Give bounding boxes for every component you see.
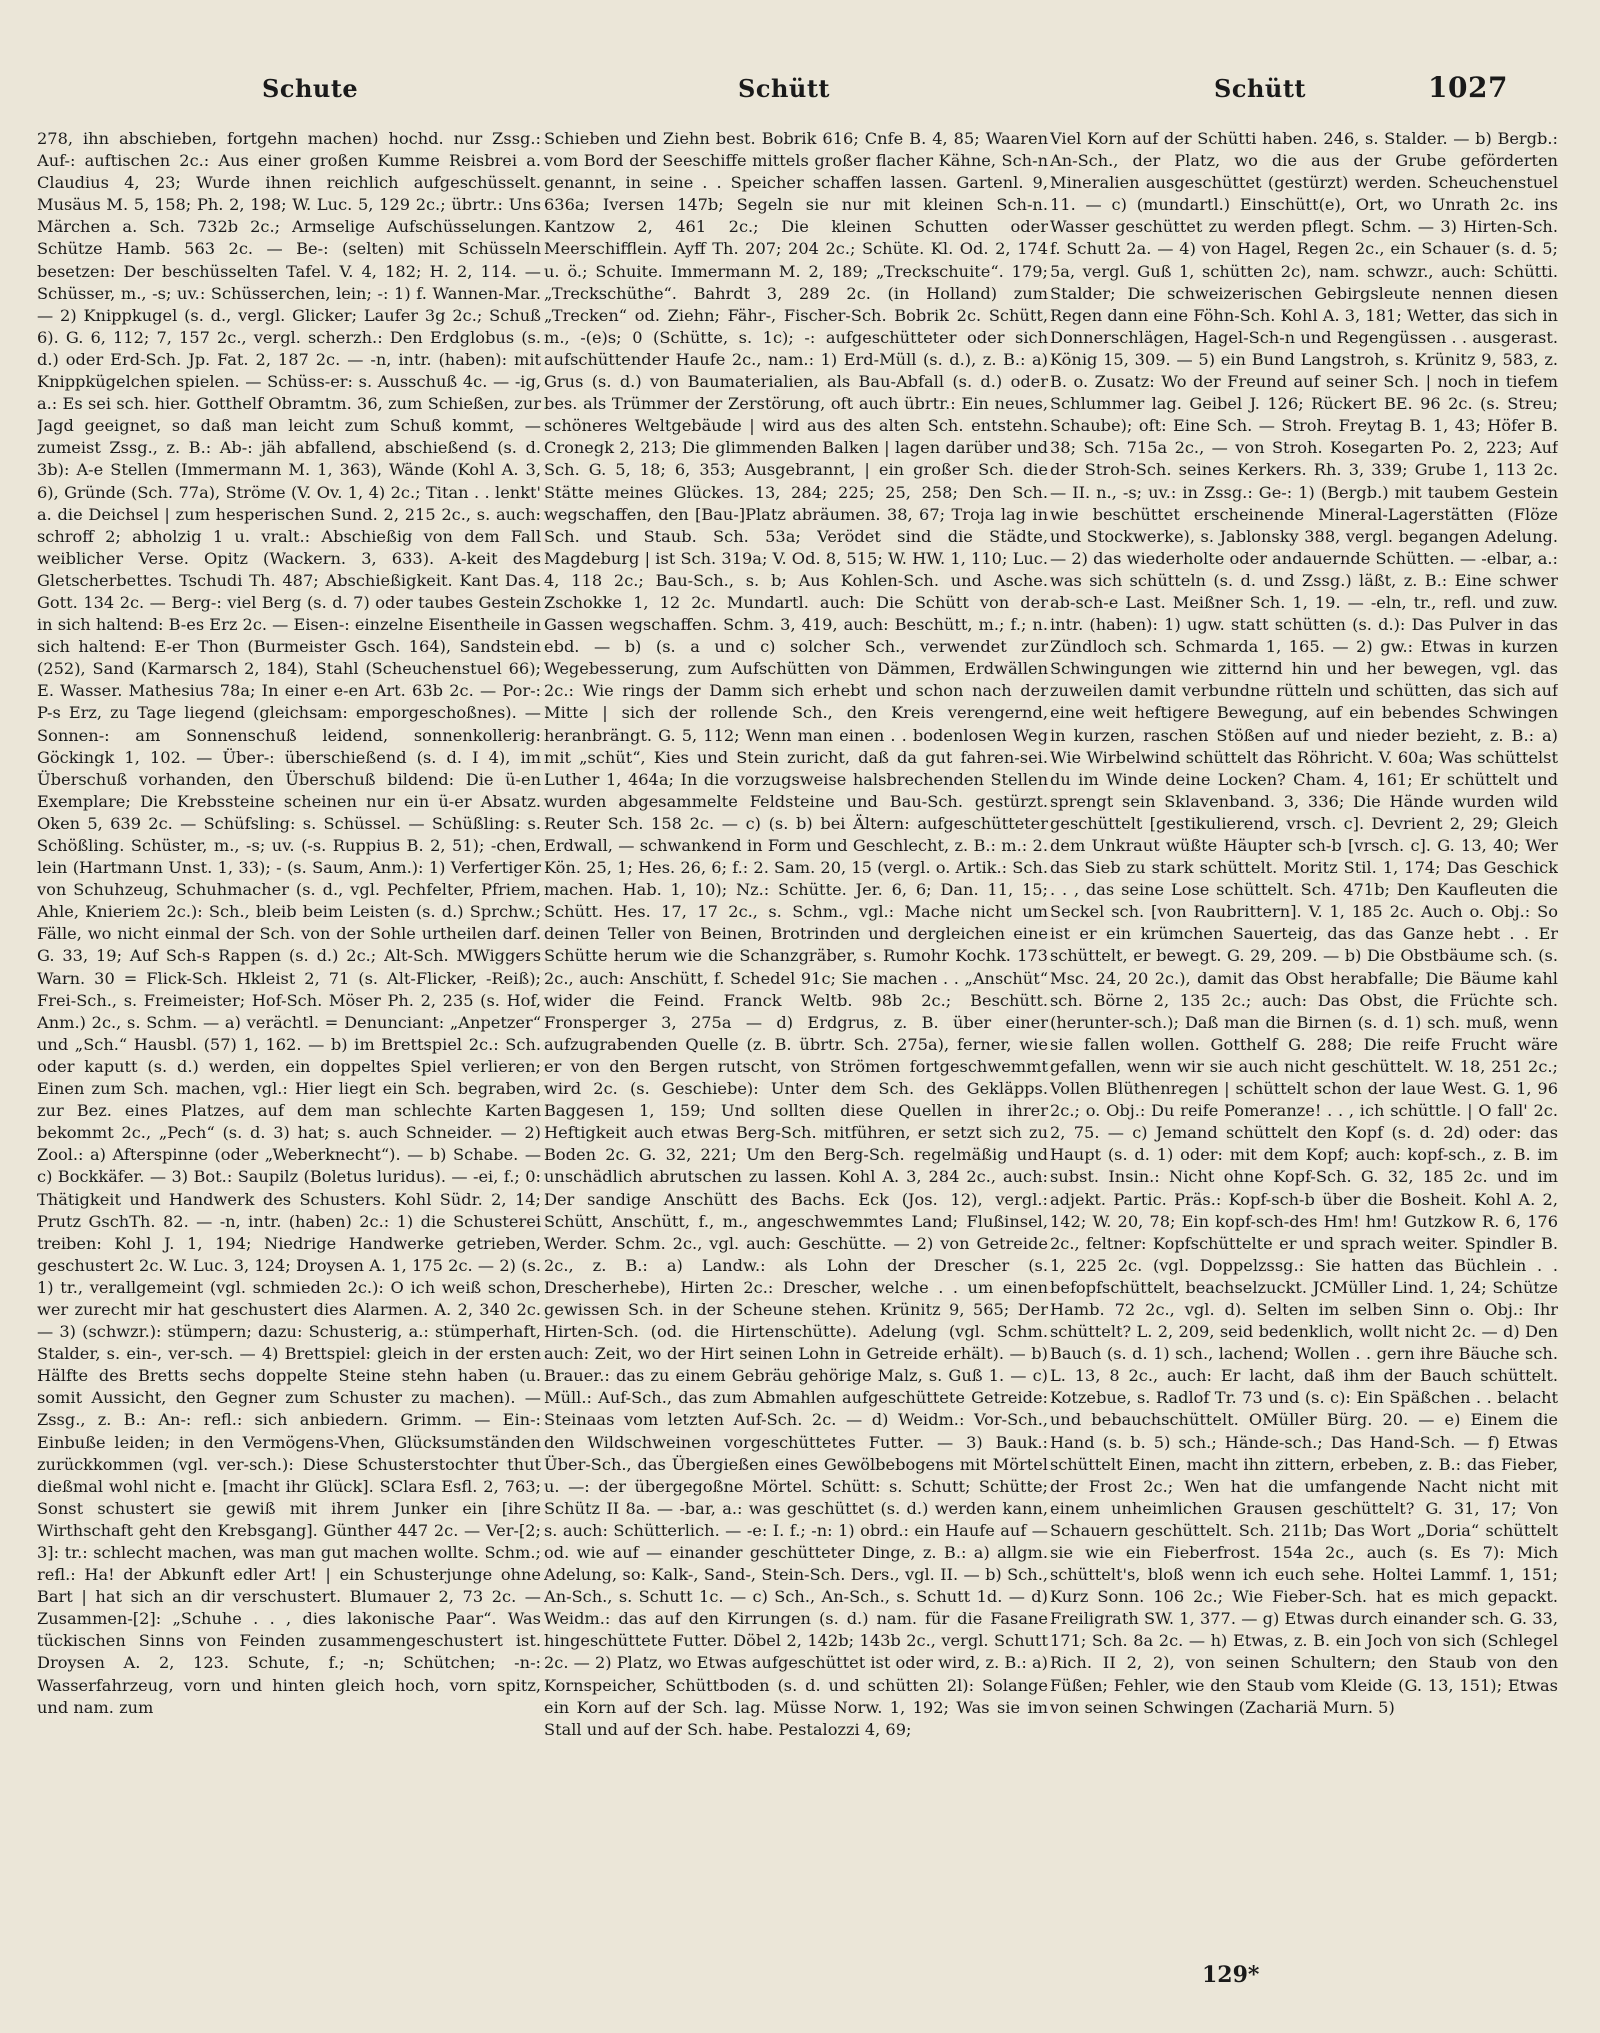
column-3-text: Viel Korn auf der Schütti haben. 246, s. Stalder. — b) Bergb.: An-Sch., der Platz, wo die aus der Grube geförderten Mineralien ausgeschüttet (gestürzt) werden. Scheuchenstuel 11. — c) (mundartl.) Einschütt(e), Ort, wo Unrath 2c. ins Wasser geschüttet zu werden pflegt. Schm. — 3) Hirten-Sch. f. Schutt 2a. — 4) von Hagel, Regen 2c., ein Schauer (s. d. 5; 5a, vergl. Guß 1, schütten 2c), nam. schwzr., auch: Schütti. Stalder; Die schweizerischen Gebirgsleute nennen diesen Regen dann eine Föhn-Sch. Kohl A. 3, 181; Wetter, das sich in Donnerschlägen, Hagel-Sch-n und Regengüssen . . ausgerast. König 15, 309. — 5) ein Bund Langstroh, s. Krünitz 9, 583, z. B. o. Zusatz: Wo der Freund auf seiner Sch. | noch in tiefem Schlummer lag. Geibel J. 126; Rückert BE. 96 2c. (s. Streu; Schaube); oft: Eine Sch. — Stroh. Freytag B. 1, 43; Höfer B. 38; Sch. 715a 2c., — von Stroh. Kosegarten Po. 2, 223; Auf der Stroh-Sch. seines Kerkers. Rh. 3, 339; Grube 1, 113 2c. — II. n., -s; uv.: in Zssg.: Ge-: 1) (Bergb.) mit taubem Gestein wie beschüttet erscheinende Mineral-Lagerstätten (Flöze und Stockwerke), s. Jablonsky 388, vergl. begangen Adelung. — 2) das wiederholte oder andauernde Schütten. — -elbar, a.: was sich schütteln (s. d. und Zssg.) läßt, z. B.: Eine schwer ab-sch-e Last. Meißner Sch. 1, 19. — -eln, tr., refl. und zuw. intr. (haben): 1) ugw. statt schütten (s. d.): Das Pulver in das Zündloch sch. Schmarda 1, 165. — 2) gw.: Etwas in kurzen Schwingungen wie zitternd hin und her bewegen, vgl. das zuweilen damit verbundne rütteln und schütten, das sich auf eine weit heftigere Bewegung, auf ein bebendes Schwingen in kurzen, raschen Stößen auf und nieder bezieht, z. B.: a) Wie Wirbelwind schüttelt das Röhricht. V. 60a; Was schüttelst du im Winde deine Locken? Cham. 4, 161; Er schüttelt und sprengt sein Sklavenband. 3, 336; Die Hände wurden wild geschüttelt [gestikulierend, vrsch. c]. Devrient 2, 29; Gleich dem Unkraut wüßte Häupter sch-b [vrsch. c]. G. 13, 40; Wer das Sieb zu stark schüttelt. Moritz Stil. 1, 174; Das Geschick . . , das seine Lose schüttelt. Sch. 471b; Den Kaufleuten die Seckel sch. [von Raubrittern]. V. 1, 185 2c. Auch o. Obj.: So ist er ein krümchen Sauerteig, das das Ganze hebt . . Er schüttelt, er bewegt. G. 29, 209. — b) Die Obstbäume sch. (s. Msc. 24, 20 2c.), damit das Obst herabfalle; Die Bäume kahl sch. Börne 2, 135 2c.; auch: Das Obst, die Früchte sch. (herunter-sch.); Daß man die Birnen (s. d. 1) sch. muß, wenn sie fallen wollen. Gotthelf G. 288; Die reife Frucht wäre gefallen, wenn wir sie auch nicht geschüttelt. W. 18, 251 2c.; Vollen Blüthenregen | schüttelt schon der laue West. G. 1, 96 2c.; o. Obj.: Du reife Pomeranze! . . , ich schüttle. | O fall' 2c. 2, 75. — c) Jemand schüttelt den Kopf (s. d. 2d) oder: das Haupt (s. d. 1) oder: mit dem Kopf; auch: kopf-sch., z. B. im subst. Insin.: Nicht ohne Kopf-Sch. G. 32, 185 2c. und im adjekt. Partic. Präs.: Kopf-sch-b über die Bosheit. Kohl A. 2, 142; W. 20, 78; Ein kopf-sch-des Hm! hm! Gutzkow R. 6, 176 2c., feltner: Kopfschüttelte er und sprach weiter. Spindler B. 1, 225 2c. (vgl. Doppelzssg.: Sie hatten das Büchlein . . befopfschüttelt, beachselzuckt. JCMüller Lind. 1, 24; Schütze Hamb. 72 2c., vgl. d). Selten im selben Sinn o. Obj.: Ihr schüttelt? L. 2, 209, seid bedenklich, wollt nicht 2c. — d) Den Bauch (s. d. 1) sch., lachend; Wollen . . gern ihre Bäuche sch. L. 13, 8 2c., auch: Er lacht, daß ihm der Bauch schüttelt. Kotzebue, s. Radlof Tr. 73 und (s. c): Ein Späßchen . . belacht und bebauchschüttelt. OMüller Bürg. 20. — e) Einem die Hand (s. b. 5) sch.; Hände-sch.; Das Hand-Sch. — f) Etwas schüttelt Einen, macht ihn zittern, erbeben, z. B.: das Fieber, der Frost 2c.; Wen hat die umfangende Nacht nicht mit einem unheimlichen Grausen geschüttelt? G. 31, 17; Von Schauern geschüttelt. Sch. 211b; Das Wort „Doria“ schüttelt sie wie ein Fieberfrost. 154a 2c., auch (s. Es 7): Mich schüttelt's, bloß wenn ich euch sehe. Holtei Lammf. 1, 151; Kurz Sonn. 106 2c.; Wie Fieber-Sch. hat es mich gepackt. Freiligrath SW. 1, 377. — g) Etwas durch einander sch. G. 33, 171; Sch. 8a 2c. — h) Etwas, z. B. ein Joch von sich (Schlegel Rich. II 2, 2), von seinen Schultern; den Staub von den Füßen; Fehler, wie den Staub vom Kleide (G. 13, 151); Etwas von seinen Schwingen (Zachariä Murn. 5) [1050, 129, 1558, 1717]
header-center-catchword: Schütt [738, 74, 831, 103]
text-columns [0, 128, 1600, 1958]
column-3 [1050, 128, 1558, 1958]
column-2-text: Schieben und Ziehn best. Bobrik 616; Cnfe B. 4, 85; Waaren vom Bord der Seeschiffe mittels großer flacher Kähne, Sch-n genannt, in seine . . Speicher schaffen lassen. Gartenl. 9, 636a; Iversen 147b; Segeln sie nur mit kleinen Sch-n. Kantzow 2, 461 2c.; Die kleinen Schutten oder Meerschifflein. Ayff Th. 207; 204 2c.; Schüte. Kl. Od. 2, 174 u. ö.; Schuite. Immermann M. 2, 189; „Treckschuite“. 179; „Treckschüthe“. Bahrdt 3, 289 2c. (in Holland) zum „Trecken“ od. Ziehn; Fähr-, Fischer-Sch. Bobrik 2c. Schütt, m., -(e)s; 0 (Schütte, s. 1c); -: aufgeschütteter oder sich aufschüttender Haufe 2c., nam.: 1) Erd-Müll (s. d.), z. B.: a) Grus (s. d.) von Baumaterialien, als Bau-Abfall (s. d.) oder bes. als Trümmer der Zerstörung, oft auch übrtr.: Ein neues, schöneres Weltgebäude | wird aus des alten Sch. entstehn. Cronegk 2, 213; Die glimmenden Balken | lagen darüber und Sch. G. 5, 18; 6, 353; Ausgebrannt, | ein großer Sch. die Stätte meines Glückes. 13, 284; 225; 25, 258; Den Sch. wegschaffen, den [Bau-]Platz abräumen. 38, 67; Troja lag in Sch. und Staub. Sch. 53a; Verödet sind die Städte, Magdeburg | ist Sch. 319a; V. Od. 8, 515; W. HW. 1, 110; Luc. 4, 118 2c.; Bau-Sch., s. b; Aus Kohlen-Sch. und Asche. Zschokke 1, 12 2c. Mundartl. auch: Die Schütt von der Gassen wegschaffen. Schm. 3, 419, auch: Beschütt, m.; f.; n. ebd. — b) (s. a und c) solcher Sch., verwendet zur Wegebesserung, zum Aufschütten von Dämmen, Erdwällen 2c.: Wie rings der Damm sich erhebt und schon nach der Mitte | sich der rollende Sch., den Kreis verengernd, heranbrängt. G. 5, 112; Wenn man einen . . bodenlosen Weg mit „schüt“, Kies und Stein zuricht, daß da gut fahren-sei. Luther 1, 464a; In die vorzugsweise halsbrechenden Stellen wurden abgesammelte Feldsteine und Bau-Sch. gestürzt. Reuter Sch. 158 2c. — c) (s. b) bei Ältern: aufgeschütteter Erdwall, — schwankend in Form und Geschlecht, z. B.: m.: 2. Kön. 25, 1; Hes. 26, 6; f.: 2. Sam. 20, 15 (vergl. o. Artik.: Sch. machen. Hab. 1, 10); Nz.: Schütte. Jer. 6, 6; Dan. 11, 15; Schütt. Hes. 17, 17 2c., s. Schm., vgl.: Mache nicht um deinen Teller von Beinen, Brotrinden und dergleichen eine Schütte herum wie die Schanzgräber, s. Rumohr Kochk. 173 2c., auch: Anschütt, f. Schedel 91c; Sie machen . . „Anschüt“ wider die Feind. Franck Weltb. 98b 2c.; Beschütt. Fronsperger 3, 275a — d) Erdgrus, z. B. über einer aufzugrabenden Quelle (z. B. übrtr. Sch. 275a), ferner, wie er von den Bergen rutscht, von Strömen fortgeschwemmt wird 2c. (s. Geschiebe): Unter dem Sch. des Gekläpps. Baggesen 1, 159; Und sollten diese Quellen in ihrer Heftigkeit auch etwas Berg-Sch. mitführen, er setzt sich zu Boden 2c. G. 32, 221; Um den Berg-Sch. regelmäßig und unschädlich abrutschen zu lassen. Kohl A. 3, 284 2c., auch: Der sandige Anschütt des Bachs. Eck (Jos. 12), vergl.: Schütt, Anschütt, f., m., angeschwemmtes Land; Flußinsel, Werder. Schm. 2c., vgl. auch: Geschütte. — 2) von Getreide 2c., z. B.: a) Landw.: als Lohn der Drescher (s. Drescherhebe), Hirten 2c.: Drescher, welche . . um einen gewissen Sch. in der Scheune stehen. Krünitz 9, 565; Der Hirten-Sch. (od. die Hirtenschütte). Adelung (vgl. Schm. auch: Zeit, wo der Hirt seinen Lohn in Getreide erhält). — b) Brauer.: das zu einem Gebräu gehörige Malz, s. Guß 1. — c) Müll.: Auf-Sch., das zum Abmahlen aufgeschüttete Getreide: Steinaas vom letzten Auf-Sch. 2c. — d) Weidm.: Vor-Sch., den Wildschweinen vorgeschüttetes Futter. — 3) Bauk.: Über-Sch., das Übergießen eines Gewölbebogens mit Mörtel u. —: der übergegoßne Mörtel. Schütt: s. Schutt; Schütte; Schütz II 8a. — -bar, a.: was geschüttet (s. d.) werden kann, s. auch: Schütterlich. — -e: I. f.; -n: 1) obrd.: ein Haufe auf — od. wie auf — einander geschütteter Dinge, z. B.: a) allgm. Adelung, so: Kalk-, Sand-, Stein-Sch. Ders., vgl. II. — b) Sch., An-Sch., s. Schutt 1c. — c) Sch., An-Sch., s. Schutt 1d. — d) Weidm.: das auf den Kirrungen (s. d.) nam. für die Fasane hingeschüttete Futter. Döbel 2, 142b; 143b 2c., vergl. Schutt 2c. — 2) Platz, wo Etwas aufgeschüttet ist oder wird, z. B.: a) Kornspeicher, Schüttboden (s. d. und schütten 2l): Solange ein Korn auf der Sch. lag. Müsse Norw. 1, 192; Was sie im Stall und auf der Sch. habe. Pestalozzi 4, 69; [544, 129, 1048, 1739]
column-1 [37, 128, 541, 1958]
column-2 [544, 128, 1048, 1958]
header-right-catchword: Schütt [1214, 74, 1307, 103]
header-left-catchword: Schute [262, 74, 359, 103]
column-1-text: 278, ihn abschieben, fortgehn machen) hochd. nur Zssg.: Auf-: auftischen 2c.: Aus einer großen Kumme Reisbrei a. Claudius 4, 23; Wurde ihnen reichlich aufgeschüsselt. Musäus M. 5, 158; Ph. 2, 198; W. Luc. 5, 129 2c.; übrtr.: Uns Märchen a. Sch. 732b 2c.; Armselige Aufschüsselungen. Schütze Hamb. 563 2c. — Be-: (selten) mit Schüsseln besetzen: Der beschüsselten Tafel. V. 4, 182; H. 2, 114. — Schüsser, m., -s; uv.: Schüsserchen, lein; -: 1) f. Wannen-Mar. — 2) Knippkugel (s. d., vergl. Glicker; Laufer 3g 2c.; Schuß 6). G. 6, 112; 7, 157 2c., vergl. scherzh.: Den Erdglobus (s. d.) oder Erd-Sch. Jp. Fat. 2, 187 2c. — -n, intr. (haben): mit Knippkügelchen spielen. — Schüss-er: s. Ausschuß 4c. — -ig, a.: Es sei sch. hier. Gotthelf Obramtm. 36, zum Schießen, zur Jagd geeignet, so daß man leicht zum Schuß kommt, — zumeist Zssg., z. B.: Ab-: jäh abfallend, abschießend (s. d. 3b): A-e Stellen (Immermann M. 1, 363), Wände (Kohl A. 3, 6), Gründe (Sch. 77a), Ströme (V. Ov. 1, 4) 2c.; Titan . . lenkt' a. die Deichsel | zum hesperischen Sund. 2, 215 2c., s. auch: schroff 2; abholzig 1 u. vralt.: Abschießig von dem Fall weiblicher Verse. Opitz (Wackern. 3, 633). A-keit des Gletscherbettes. Tschudi Th. 487; Abschießigkeit. Kant Das. Gott. 134 2c. — Berg-: viel Berg (s. d. 7) oder taubes Gestein in sich haltend: B-es Erz 2c. — Eisen-: einzelne Eisentheile in sich haltend: E-er Thon (Burmeister Gsch. 164), Sandstein (252), Sand (Karmarsch 2, 184), Stahl (Scheuchenstuel 66); E. Wasser. Mathesius 78a; In einer e-en Art. 63b 2c. — Por-: P-s Erz, zu Tage liegend (gleichsam: emporgeschoßnes). — Sonnen-: am Sonnenschuß leidend, sonnenkollerig: Göckingk 1, 102. — Über-: überschießend (s. d. I 4), im Überschuß vorhanden, den Überschuß bildend: Die ü-en Exemplare; Die Krebssteine scheinen nur ein ü-er Absatz. Oken 5, 639 2c. — Schüfsling: s. Schüssel. — Schüßling: s. Schößling. Schüster, m., -s; uv. (-s. Ruppius B. 2, 51); -chen, lein (Hartmann Unst. 1, 33); - (s. Saum, Anm.): 1) Verfertiger von Schuhzeug, Schuhmacher (s. d., vgl. Pechfelter, Pfriem, Ahle, Knieriem 2c.): Sch., bleib beim Leisten (s. d.) Sprchw.; Fälle, wo nicht einmal der Sch. von der Sohle urtheilen darf. G. 33, 19; Auf Sch-s Rappen (s. d.) 2c.; Alt-Sch. MWiggers Warn. 30 = Flick-Sch. Hkleist 2, 71 (s. Alt-Flicker, -Reiß); Frei-Sch., s. Freimeister; Hof-Sch. Möser Ph. 2, 235 (s. Hof, Anm.) 2c., s. Schm. — a) verächtl. = Denunciant: „Anpetzer“ und „Sch.“ Hausbl. (57) 1, 162. — b) im Brettspiel 2c.: Sch. oder kaputt (s. d.) werden, ein doppeltes Spiel verlieren; Einen zum Sch. machen, vgl.: Hier liegt ein Sch. begraben, zur Bez. eines Platzes, auf dem man schlechte Karten bekommt 2c., „Pech“ (s. d. 3) hat; s. auch Schneider. — 2) Zool.: a) Afterspinne (oder „Weberknecht“). — b) Schabe. — c) Bockkäfer. — 3) Bot.: Saupilz (Boletus luridus). — -ei, f.; 0: Thätigkeit und Handwerk des Schusters. Kohl Südr. 2, 14; Prutz GschTh. 82. — -n, intr. (haben) 2c.: 1) die Schusterei treiben: Kohl J. 1, 194; Niedrige Handwerke getrieben, geschustert 2c. W. Luc. 3, 124; Droysen A. 1, 175 2c. — 2) (s. 1) tr., verallgemeint (vgl. schmieden 2c.): O ich weiß schon, wer zurecht mir hat geschustert dies Alarmen. A. 2, 340 2c. — 3) (schwzr.): stümpern; dazu: Schusterig, a.: stümperhaft, Stalder, s. ein-, ver-sch. — 4) Brettspiel: gleich in der ersten Hälfte des Bretts sechs doppelte Steine stehn haben (u. somit Aussicht, den Gegner zum Schuster zu machen). — Zssg., z. B.: An-: refl.: sich anbiedern. Grimm. — Ein-: Einbuße leiden; in den Vermögens-Vhen, Glücksumständen zurückkommen (vgl. ver-sch.): Diese Schusterstochter thut dießmal wohl nicht e. [macht ihr Glück]. SClara Esfl. 2, 763; Sonst schustert sie gewiß mit ihrem Junker ein [ihre Wirthschaft geht den Krebsgang]. Günther 447 2c. — Ver-[2; 3]: tr.: schlecht machen, was man gut machen wollte. Schm.; refl.: Ha! der Abkunft edler Art! | ein Schusterjunge ohne Bart | hat sich an dir verschustert. Blumauer 2, 73 2c. — Zusammen-[2]: „Schuhe . . , dies lakonische Paar“. Was tückischen Sinns von Feinden zusammengeschustert ist. Droysen A. 2, 123. Schute, f.; -n; Schütchen; -n-: Wasserfahrzeug, vorn und hinten gleich hoch, vorn spitz, und nam. zum [37, 129, 541, 1717]
running-header [0, 71, 1600, 114]
signature-mark: 129* [1202, 1962, 1260, 1988]
page-number: 1027 [1428, 71, 1508, 104]
